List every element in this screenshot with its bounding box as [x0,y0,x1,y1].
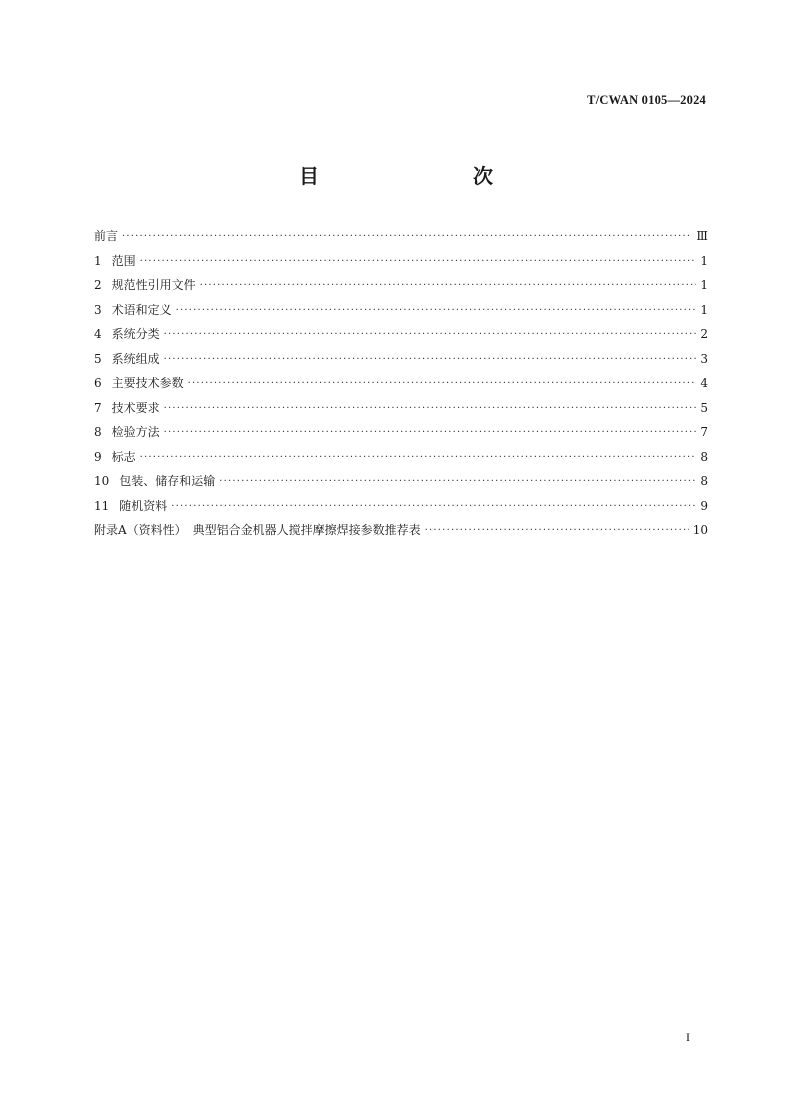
toc-leader-dots [171,499,696,515]
toc-entry-number: 9 [94,449,102,464]
toc-entry-page: 1 [700,253,708,268]
toc-leader-dots [140,254,696,270]
toc-entry-label: 范围 [111,253,136,268]
toc-leader-dots [200,278,696,294]
toc-leader-dots [140,450,696,466]
toc-entry-label: 技术要求 [111,400,160,415]
toc-entry-label: 检验方法 [111,425,160,439]
page-number: I [686,1030,690,1044]
toc-entry-label: 前言 [94,229,119,243]
toc-leader-dots [164,352,696,368]
toc-entry-page: 7 [700,425,708,439]
toc-entry-scope[interactable] [94,253,708,278]
toc-entry-terms[interactable] [94,302,708,327]
toc-leader-dots [219,474,696,490]
toc-entry-documents[interactable] [94,498,708,523]
toc-leader-dots [164,401,696,417]
toc-entry-number: 8 [94,425,102,439]
toc-leader-dots [176,303,696,319]
toc-entry-number: 4 [94,327,102,341]
toc-entry-page: 8 [700,449,708,464]
toc-entry-composition[interactable] [94,351,708,376]
toc-entry-number: 3 [94,302,102,317]
document-code: T/CWAN 0105—2024 [587,93,706,107]
toc-entry-number: 5 [94,351,102,366]
toc-entry-label: 包装、储存和运输 [119,474,216,488]
toc-entry-page: Ⅲ [696,229,708,243]
toc-entry-number: 1 [94,253,102,268]
toc-entry-label: 规范性引用文件 [111,278,196,292]
toc-entry-page: 1 [700,302,708,317]
toc-entry-normative-references[interactable] [94,277,708,302]
toc-entry-test-methods[interactable] [94,424,708,449]
toc-entry-label: 术语和定义 [111,302,172,317]
toc-entry-page: 3 [700,351,708,366]
toc-entry-page: 9 [700,498,708,513]
toc-leader-dots [122,229,692,245]
toc-entry-classification[interactable] [94,326,708,351]
toc-leader-dots [425,523,689,539]
toc-leader-dots [164,425,696,441]
toc-entry-packaging[interactable] [94,473,708,498]
toc-entry-marking[interactable] [94,449,708,474]
toc-entry-number: 7 [94,400,102,415]
toc-entry-number: 10 [94,474,110,488]
toc-entry-label: 随机资料 [119,498,168,513]
toc-entry-label: 系统组成 [111,351,160,366]
toc-entry-requirements[interactable] [94,400,708,425]
toc-entry-label: 标志 [111,449,136,464]
toc-entry-label: 系统分类 [111,327,160,341]
toc-entry-number: 2 [94,278,102,292]
toc-entry-number: 11 [94,498,110,513]
toc-entry-appendix-a[interactable] [94,522,708,547]
toc-entry-label: 附录A（资料性） 典型铝合金机器人搅拌摩擦焊接参数推荐表 [94,523,421,537]
toc-entry-page: 1 [700,278,708,292]
toc-leader-dots [164,327,696,343]
toc-entry-page: 8 [700,474,708,488]
page-title: 目 次 [299,164,531,188]
toc-entry-page: 4 [700,376,708,390]
toc-leader-dots [188,376,696,392]
table-of-contents [94,228,708,547]
toc-entry-foreword[interactable] [94,228,708,253]
toc-entry-label: 主要技术参数 [111,376,184,390]
toc-entry-page: 5 [700,400,708,415]
toc-entry-number: 6 [94,376,102,390]
toc-entry-parameters[interactable] [94,375,708,400]
toc-entry-page: 2 [700,327,708,341]
toc-entry-page: 10 [692,523,708,537]
